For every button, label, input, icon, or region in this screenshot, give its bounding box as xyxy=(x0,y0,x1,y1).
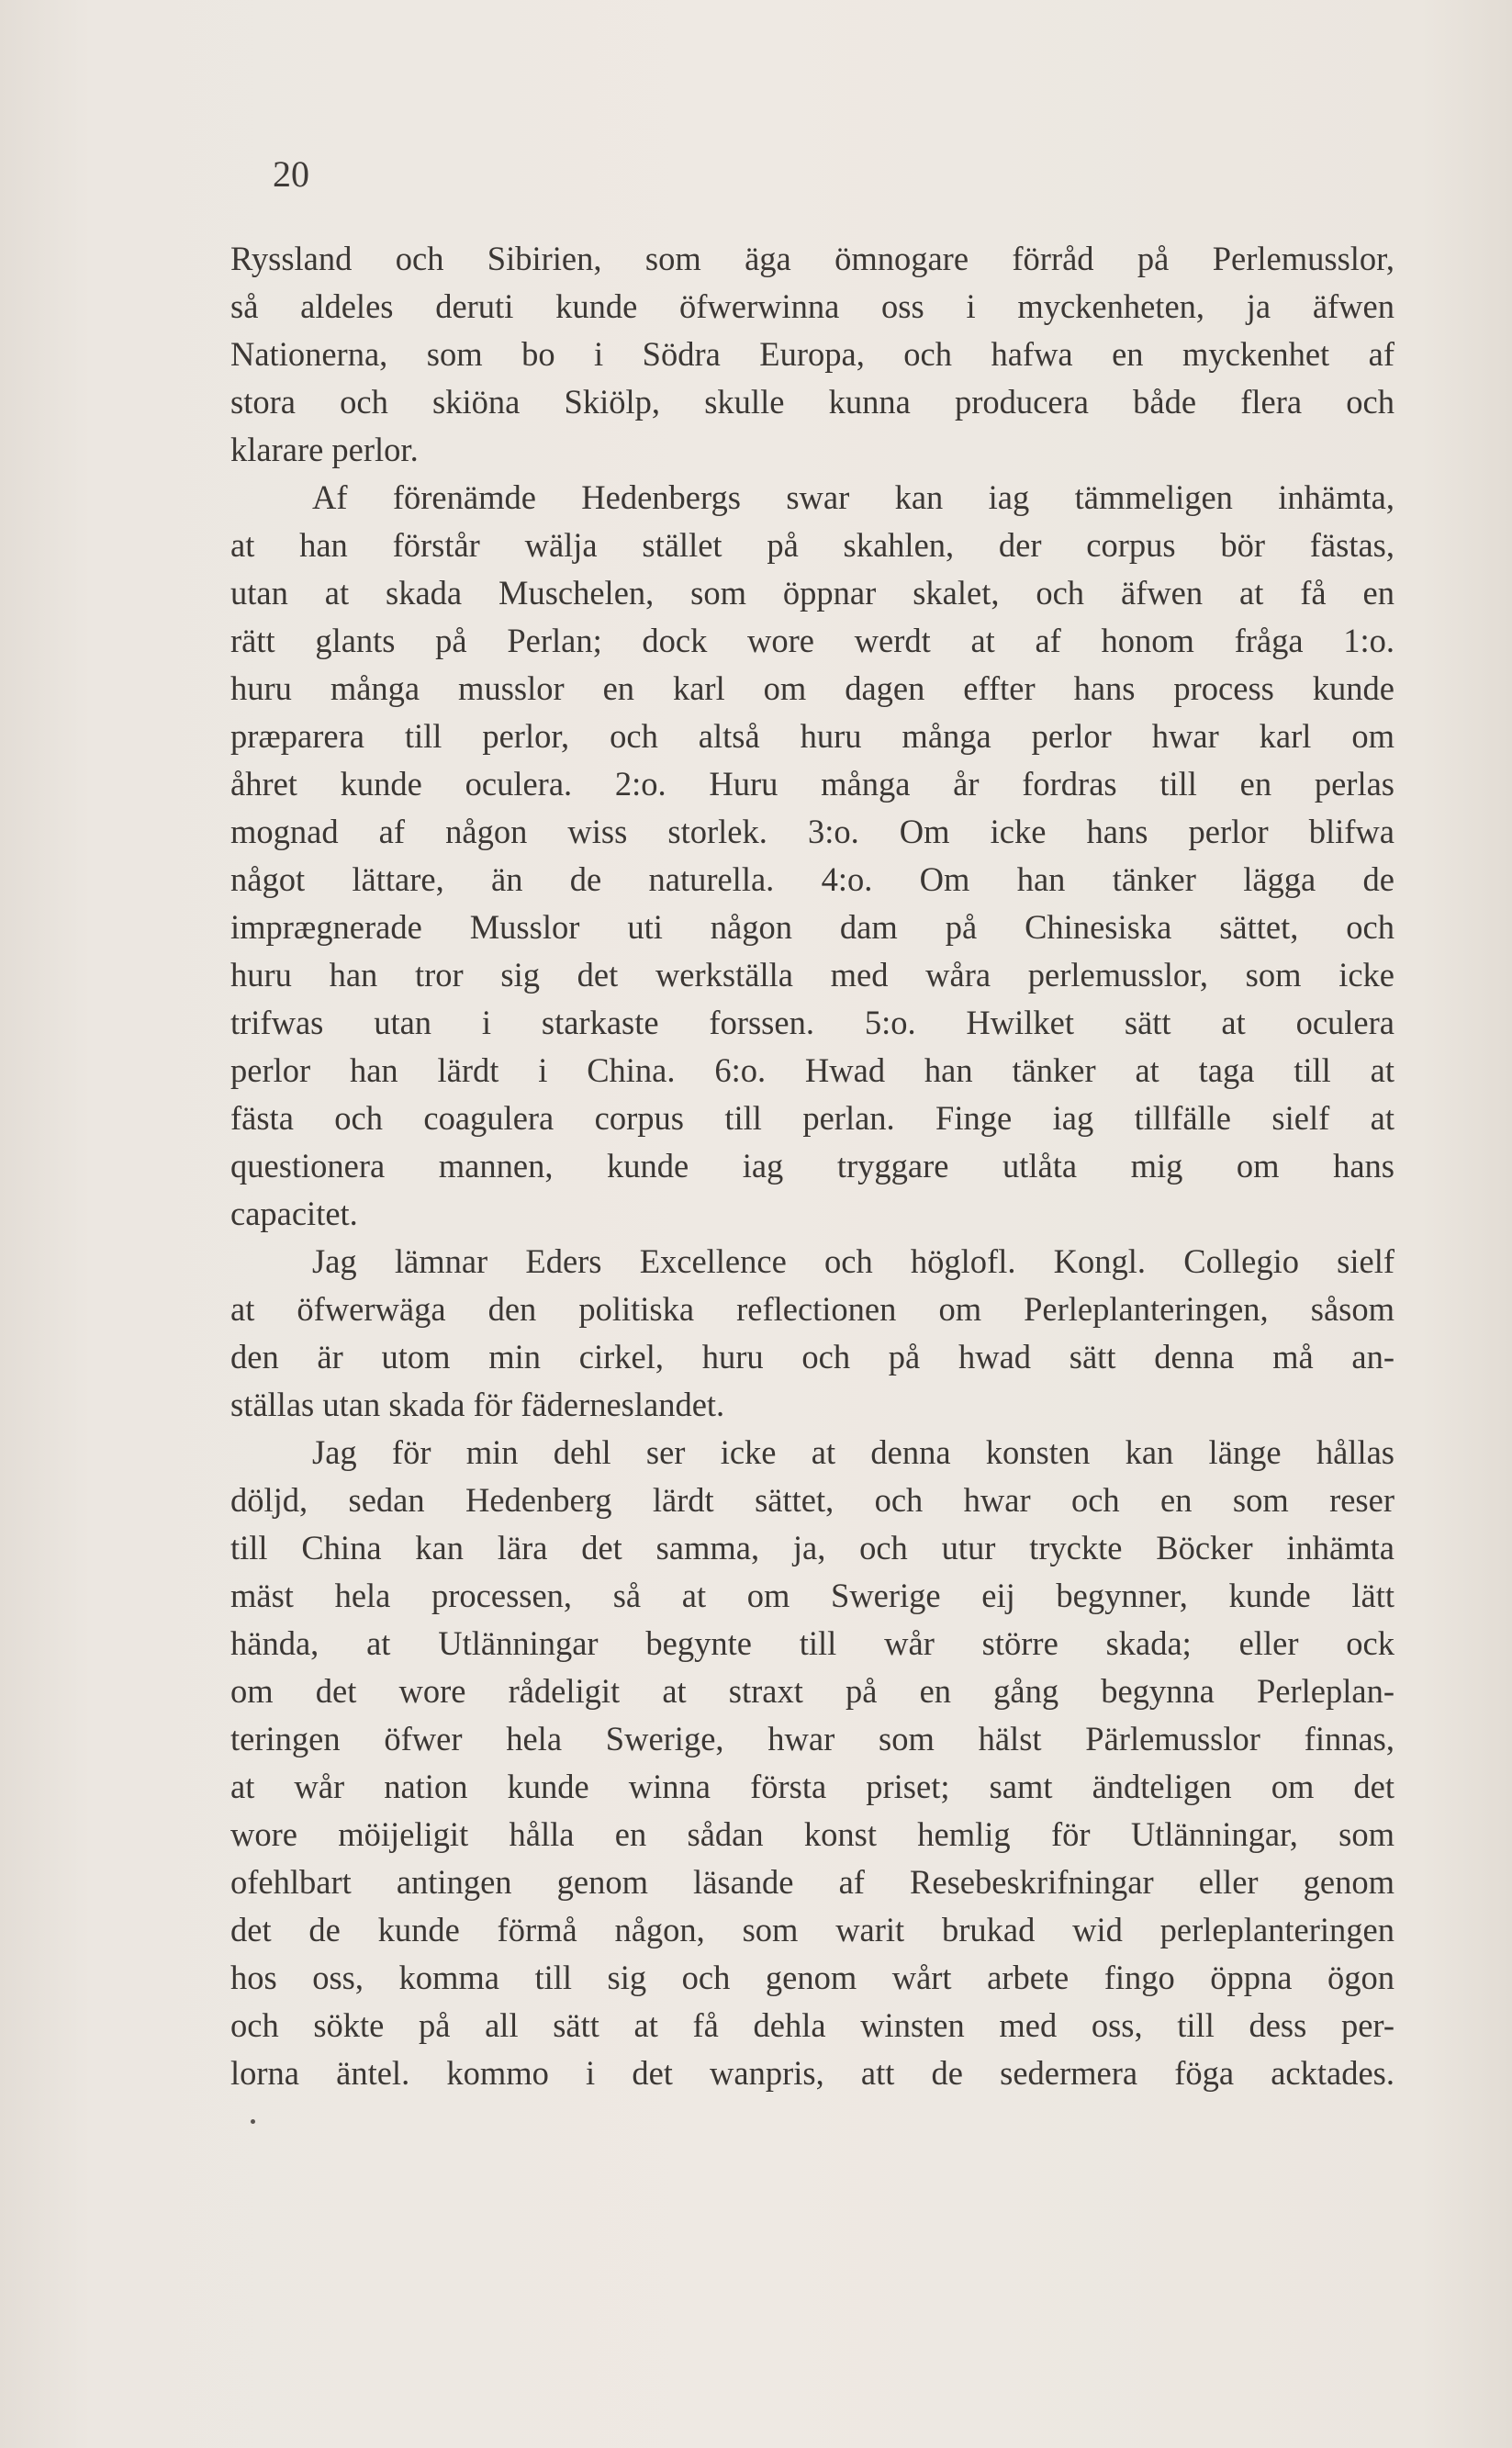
text-line: trifwas utan i starkaste forssen. 5:o. Hwilket sätt at oculera xyxy=(230,1004,1394,1041)
text-line: Af förenämde Hedenbergs swar kan iag tämmeligen inhämta, xyxy=(312,478,1394,516)
text-line: hos oss, komma till sig och genom wårt arbete fingo öppna ögon xyxy=(230,1959,1394,1996)
text-line: och sökte på all sätt at få dehla winsten med oss, till dess per- xyxy=(230,2006,1394,2044)
text-line: at han förstår wälja stället på skahlen, der corpus bör fästas, xyxy=(230,526,1394,564)
text-line: Jag för min dehl ser icke at denna konsten kan länge hållas xyxy=(312,1433,1394,1471)
text-line: så aldeles deruti kunde öfwerwinna oss i myckenheten, ja äfwen xyxy=(230,287,1394,325)
text-line: mognad af någon wiss storlek. 3:o. Om icke hans perlor blifwa xyxy=(230,813,1394,850)
text-line: Ryssland och Sibirien, som äga ömnogare förråd på Perlemusslor, xyxy=(230,240,1394,277)
text-line: det de kunde förmå någon, som warit brukad wid perleplanteringen xyxy=(230,1911,1394,1948)
text-line: wore möijeligit hålla en sådan konst hemlig för Utlänningar, som xyxy=(230,1815,1394,1853)
text-line: imprægnerade Musslor uti någon dam på Chinesiska sättet, och xyxy=(230,908,1394,946)
text-line: stora och skiöna Skiölp, skulle kunna producera både flera och xyxy=(230,383,1394,421)
text-line: præparera till perlor, och altså huru många perlor hwar karl om xyxy=(230,717,1394,755)
text-line: at wår nation kunde winna första priset; samt ändteligen om det xyxy=(230,1768,1394,1805)
text-line: capacitet. xyxy=(230,1195,358,1232)
body-text xyxy=(230,235,1394,2097)
text-line: ofehlbart antingen genom läsande af Resebeskrifningar eller genom xyxy=(230,1863,1394,1901)
text-line: perlor han lärdt i China. 6:o. Hwad han tänker at taga till at xyxy=(230,1051,1394,1089)
text-line: hända, at Utlänningar begynte till wår större skada; eller ock xyxy=(230,1624,1394,1662)
text-line: lorna äntel. kommo i det wanpris, att de sedermera föga acktades. xyxy=(230,2054,1394,2092)
page-number: 20 xyxy=(273,153,309,195)
text-line: mäst hela processen, så at om Swerige eij begynner, kunde lätt xyxy=(230,1577,1394,1614)
text-line: teringen öfwer hela Swerige, hwar som hälst Pärlemusslor finnas, xyxy=(230,1720,1394,1757)
text-line: klarare perlor. xyxy=(230,431,419,468)
text-line: ställas utan skada för fäderneslandet. xyxy=(230,1386,725,1423)
text-line: utan at skada Muschelen, som öppnar skalet, och äfwen at få en xyxy=(230,574,1394,612)
text-line: huru många musslor en karl om dagen effter hans process kunde xyxy=(230,669,1394,707)
text-line: questionera mannen, kunde iag tryggare utlåta mig om hans xyxy=(230,1147,1394,1185)
text-line: Jag lämnar Eders Excellence och höglofl. Kongl. Collegio sielf xyxy=(312,1242,1394,1280)
text-line: döljd, sedan Hedenberg lärdt sättet, och hwar och en som reser xyxy=(230,1481,1394,1519)
text-line: rätt glants på Perlan; dock wore werdt at af honom fråga 1:o. xyxy=(230,622,1394,659)
text-line: at öfwerwäga den politiska reflectionen om Perleplanteringen, såsom xyxy=(230,1290,1394,1328)
text-line: fästa och coagulera corpus till perlan. Finge iag tillfälle sielf at xyxy=(230,1099,1394,1137)
text-line: något lättare, än de naturella. 4:o. Om han tänker lägga de xyxy=(230,860,1394,898)
text-line: huru han tror sig det werkställa med wåra perlemusslor, som icke xyxy=(230,956,1394,994)
text-line: till China kan lära det samma, ja, och utur tryckte Böcker inhämta xyxy=(230,1529,1394,1566)
text-line: Nationerna, som bo i Södra Europa, och hafwa en myckenhet af xyxy=(230,335,1394,373)
ink-speck xyxy=(251,2119,255,2124)
text-line: om det wore rådeligit at straxt på en gång begynna Perleplan- xyxy=(230,1672,1394,1710)
text-line: åhret kunde oculera. 2:o. Huru många år fordras till en perlas xyxy=(230,765,1394,803)
text-line: den är utom min cirkel, huru och på hwad sätt denna må an- xyxy=(230,1338,1394,1376)
